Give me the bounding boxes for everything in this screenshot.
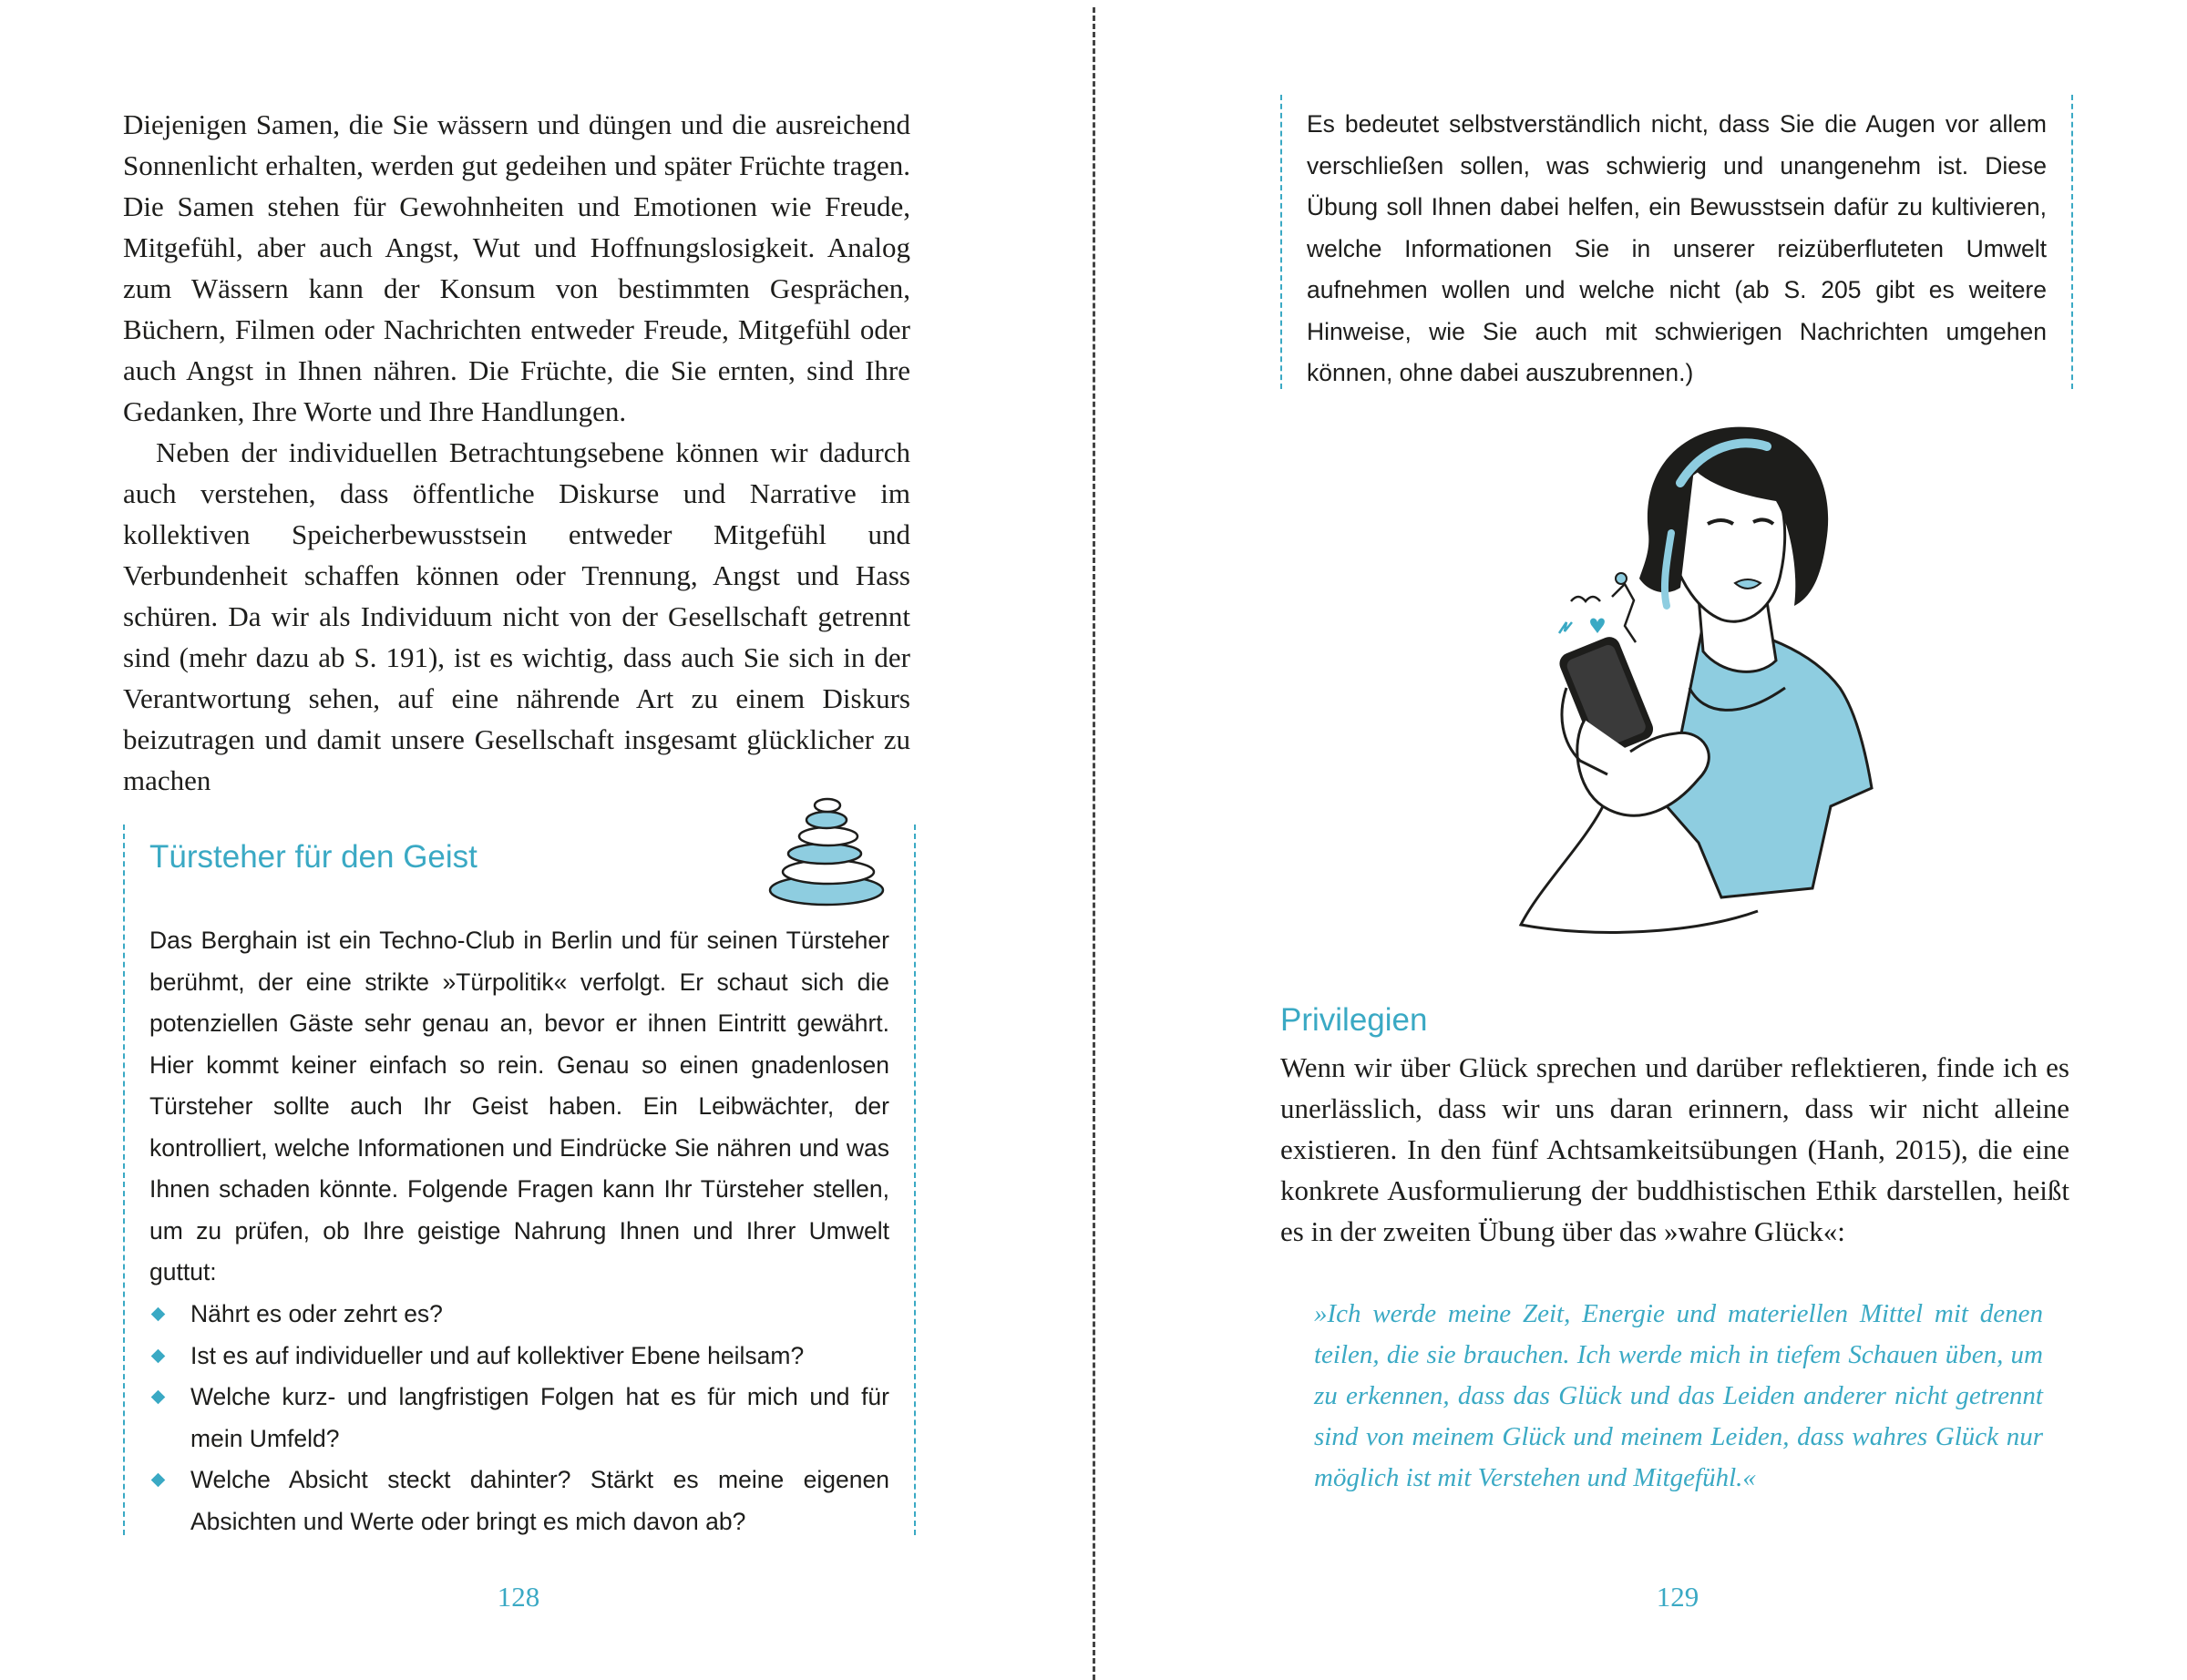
page-number: 128 <box>497 1581 540 1613</box>
list-item <box>149 1377 889 1460</box>
question-text: Welche kurz- und langfristigen Folgen hat es für mich und für mein Umfeld? <box>190 1383 889 1452</box>
question-text: Nährt es oder zehrt es? <box>190 1300 443 1327</box>
right-page <box>1095 0 2187 1680</box>
left-page <box>0 0 1092 1680</box>
diamond-bullet-icon <box>151 1348 166 1363</box>
page-number: 129 <box>1656 1581 1699 1613</box>
quote-block: »Ich werde meine Zeit, Energie und materiellen Mittel mit denen teilen, die sie brauchen. Ich werde mich in tiefem Schauen üben, um zu erkennen, dass das Glück und das Leiden anderer nicht getrennt sind von meinem Glück und meinem Leiden, dass wahres Glück nur möglich ist mit Verstehen und Mitgefühl.« <box>1314 1299 2043 1492</box>
box-text: Das Berghain ist ein Techno-Club in Berlin und für seinen Türsteher berühmt, der eine strikte »Türpolitik« verfolgt. Er schaut sich die potenziellen Gäste sehr genau an, bevor er ihnen Eintritt gewährt. Hier kommt keiner einfach so rein. Genau so einen gnadenlosen Türsteher sollte auch Ihr Geist haben. Ein Leibwächter, der kontrolliert, welche Informationen und Eindrücke Sie nähren und was Ihnen schaden könnte. Folgende Fragen kann Ihr Türsteher stellen, um zu prüfen, ob Ihre geistige Nahrung Ihnen und Ihrer Umwelt guttut: <box>149 927 889 1286</box>
list-item <box>149 1336 889 1378</box>
section-heading: Privilegien <box>1280 1002 1428 1038</box>
paragraph: Neben der individuellen Betrachtungsebene können wir dadurch auch verstehen, dass öffentliche Diskurse und Narrative im kollektiven Speicherbewusstsein entweder Mitgefühl und Verbundenheit schaffen können oder Trennung, Angst und Hass schüren. Da wir als Individuum nicht von der Gesellschaft getrennt sind (mehr dazu ab S. 191), ist es wichtig, dass auch Sie sich in der Verantwortung sehen, auf eine nährende Art zu einem Diskurs beizutragen und damit unsere Gesellschaft insgesamt glücklicher zu machen <box>123 436 910 796</box>
doorman-box <box>123 825 916 1535</box>
stacked-stones-icon <box>763 788 890 907</box>
list-item <box>149 1294 889 1336</box>
paragraph: Diejenigen Samen, die Sie wässern und düngen und die ausreichend Sonnenlicht erhalten, werden gut gedeihen und später Früchte tragen. Die Samen stehen für Gewohnheiten und Emotionen wie Freude, Mitgefühl, aber auch Angst, Wut und Hoffnungslosigkeit. Analog zum Wässern kann der Konsum von bestimmten Gesprächen, Büchern, Filmen oder Nachrichten entweder Freude, Mitgefühl oder auch Angst in Ihnen nähren. Die Früchte, die Sie ernten, sind Ihre Gedanken, Ihre Worte und Ihre Handlungen. <box>123 108 910 427</box>
diamond-bullet-icon <box>151 1307 166 1322</box>
box-heading: Türsteher für den Geist <box>149 839 477 875</box>
diamond-bullet-icon <box>151 1473 166 1488</box>
list-item <box>149 1460 889 1542</box>
question-list <box>149 1294 889 1542</box>
question-text: Ist es auf individueller und auf kollektiver Ebene heilsam? <box>190 1341 805 1369</box>
question-text: Welche Absicht steckt dahinter? Stärkt es meine eigenen Absichten und Werte oder bringt es mich davon ab? <box>190 1466 889 1535</box>
paragraph: Wenn wir über Glück sprechen und darüber reflektieren, finde ich es unerlässlich, dass wir uns daran erinnern, dass wir nicht alleine existieren. In den fünf Achtsamkeitsübungen (Hanh, 2015), die eine konkrete Ausformulierung der buddhistischen Ethik darstellen, heißt es in der zweiten Übung über das »wahre Glück«: <box>1280 1051 2069 1247</box>
right-body-text <box>1280 1047 2069 1252</box>
left-body-text <box>123 104 910 801</box>
note-box <box>1280 95 2073 389</box>
diamond-bullet-icon <box>151 1390 166 1405</box>
woman-with-smartphone-illustration <box>1484 415 1885 952</box>
box-text: Es bedeutet selbstverständlich nicht, dass Sie die Augen vor allem verschließen sollen, was schwierig und unangenehm ist. Diese Übung soll Ihnen dabei helfen, ein Bewusstsein dafür zu kultivieren, welche Informationen Sie in unserer reizüberfluteten Umwelt aufnehmen wollen und welche nicht (ab S. 205 gibt es weitere Hinweise, wie Sie auch mit schwierigen Nachrichten umgehen können, ohne dabei auszubrennen.) <box>1307 110 2047 386</box>
